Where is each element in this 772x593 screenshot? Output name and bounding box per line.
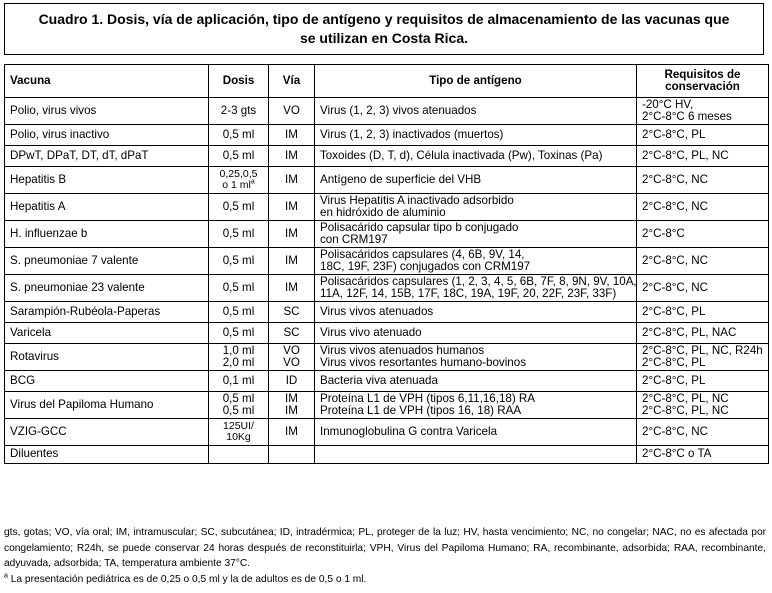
cell-text: H. influenzae b (10, 226, 88, 240)
cell-text: BCG (10, 373, 36, 387)
cell-requisitos (637, 167, 769, 194)
cell-requisitos (637, 302, 769, 323)
cell-antigeno (315, 275, 637, 302)
cell-text: Virus vivos atenuados (320, 304, 434, 318)
cell-text: SC (283, 325, 300, 339)
cell-text: 0,5 ml (222, 325, 255, 339)
cell-line (214, 375, 263, 388)
cell-line (320, 375, 631, 388)
cell-line (320, 327, 631, 340)
cell-antigeno (315, 194, 637, 221)
cell-antigeno (315, 419, 637, 446)
cell-text: 2°C-8°C, PL, NAC (642, 325, 737, 339)
cell-line (320, 234, 631, 247)
cell-via (269, 419, 315, 446)
cell-line (274, 150, 309, 163)
cell-dosis (209, 98, 269, 125)
cell-text: 0,5 ml (222, 304, 255, 318)
cell-line (320, 288, 631, 301)
cell-vacuna (5, 167, 209, 194)
table-row (5, 419, 769, 446)
cell-text: Polio, virus inactivo (10, 127, 110, 141)
cell-vacuna (5, 371, 209, 392)
cell-text: IM (285, 226, 298, 240)
cell-line (274, 105, 309, 118)
cell-text: 2°C-8°C, NC (642, 253, 708, 267)
cell-line (642, 405, 763, 418)
cell-dosis (209, 371, 269, 392)
cell-line (214, 357, 263, 370)
cell-dosis (209, 344, 269, 371)
cell-line (642, 327, 763, 340)
abbreviations-note: gts, gotas; VO, vía oral; IM, intramuscular; SC, subcutánea; ID, intradérmica; PL, proteger de la luz; HV, hasta vencimiento; NC, no congelar; NAC, no es afectada por congelamiento; R24h, se puede conservar 24 horas después de reconstituirla; VPH, Virus del Papiloma Humano; RA, recombinante, adsorbida; RAA, recombinante, adyuvada, adsorbida; TA, temperatura ambiente 37°C. (4, 527, 766, 569)
cell-line (642, 255, 763, 268)
footnotes (4, 525, 766, 587)
cell-text: Inmunoglobulina G contra Varicela (320, 424, 498, 438)
cell-line (642, 426, 763, 439)
cell-antigeno (315, 221, 637, 248)
cell-vacuna (5, 275, 209, 302)
cell-line (274, 306, 309, 319)
cell-line (642, 129, 763, 142)
table-row (5, 248, 769, 275)
footnote-text: La presentación pediátrica es de 0,25 o 0,5 ml y la de adultos es de 0,5 o 1 ml. (7, 573, 367, 585)
cell-text: 0,5 ml (222, 199, 255, 213)
cell-dosis (209, 323, 269, 344)
cell-text: 2°C-8°C, PL, NC (642, 404, 729, 417)
footnote-marker: a (4, 572, 8, 580)
cell-requisitos (637, 98, 769, 125)
cell-text: 125UI/ (223, 420, 254, 432)
header-requisitos-line: Requisitos de (664, 67, 741, 81)
cell-line (320, 261, 631, 274)
cell-line (320, 207, 631, 220)
cell-text: Polisacáridos capsulares (4, 6B, 9V, 14, (320, 247, 525, 261)
cell-text: 0,5 ml (222, 226, 255, 240)
cell-line (214, 432, 263, 443)
cell-text: 2-3 gts (220, 103, 257, 117)
cell-line (274, 255, 309, 268)
cell-text: 2°C-8°C, PL, NC (642, 391, 729, 405)
cell-vacuna (5, 446, 209, 464)
cell-text: 2°C-8°C, NC (642, 280, 708, 294)
table-row (5, 323, 769, 344)
cell-text: Virus Hepatitis A inactivado adsorbido (320, 193, 514, 207)
cell-via (269, 221, 315, 248)
cell-requisitos (637, 146, 769, 167)
cell-text: IM (285, 127, 298, 141)
cell-text: 10Kg (226, 431, 251, 443)
cell-text: 11A, 12F, 14, 15B, 17F, 18C, 19A, 19F, 20, 22F, 23F, 33F) (320, 287, 617, 300)
cell-line (274, 405, 309, 418)
cell-requisitos (637, 446, 769, 464)
cell-requisitos (637, 419, 769, 446)
cell-line (214, 150, 263, 163)
cell-via (269, 302, 315, 323)
table-row (5, 302, 769, 323)
cell-text: 18C, 19F, 23F) conjugados con CRM197 (320, 260, 531, 273)
cell-vacuna (5, 344, 209, 371)
cell-antigeno (315, 446, 637, 464)
cell-line (274, 327, 309, 340)
table-row (5, 275, 769, 302)
cell-dosis (209, 302, 269, 323)
cell-requisitos (637, 221, 769, 248)
cell-text: Varicela (10, 325, 52, 339)
cell-dosis (209, 194, 269, 221)
cell-via (269, 323, 315, 344)
table-header-row (5, 65, 769, 98)
cell-text: VO (283, 356, 300, 369)
cell-requisitos (637, 344, 769, 371)
cell-text: 0,5 ml (222, 391, 255, 405)
cell-text: 2°C-8°C, PL (642, 304, 706, 318)
cell-dosis (209, 392, 269, 419)
cell-line (274, 129, 309, 142)
cell-text: 2°C-8°C, PL (642, 373, 706, 387)
table-row (5, 221, 769, 248)
cell-vacuna (5, 125, 209, 146)
cell-text: Proteína L1 de VPH (tipos 6,11,16,18) RA (320, 391, 536, 405)
cell-dosis (209, 125, 269, 146)
cell-line (642, 111, 763, 124)
cell-text: IM (285, 148, 298, 162)
cell-requisitos (637, 371, 769, 392)
cell-dosis (209, 419, 269, 446)
cell-dosis (209, 446, 269, 464)
cell-line (274, 375, 309, 388)
header-via: Vía (269, 65, 315, 98)
cell-text: Hepatitis A (10, 199, 66, 213)
cell-line (214, 255, 263, 268)
cell-via (269, 125, 315, 146)
cell-text: Rotavirus (10, 349, 59, 363)
cell-text: IM (285, 172, 298, 186)
cell-text: 2,0 ml (222, 356, 255, 369)
cell-text: Antígeno de superficie del VHB (320, 172, 482, 186)
cell-text: 2°C-8°C o TA (642, 447, 712, 461)
cell-text: Virus (1, 2, 3) vivos atenuados (320, 103, 477, 117)
cell-vacuna (5, 194, 209, 221)
cell-vacuna (5, 302, 209, 323)
cell-dosis (209, 146, 269, 167)
header-antigeno: Tipo de antígeno (315, 65, 637, 98)
cell-vacuna (5, 248, 209, 275)
cell-text: IM (285, 391, 298, 405)
cell-text: 0,5 ml (222, 404, 255, 417)
cell-text: en hidróxido de aluminio (320, 206, 446, 219)
cell-dosis (209, 167, 269, 194)
cell-line (320, 129, 631, 142)
cell-requisitos (637, 125, 769, 146)
cell-requisitos (637, 194, 769, 221)
table-row (5, 446, 769, 464)
cell-text: VO (283, 343, 300, 357)
cell-text: Virus vivos atenuados humanos (320, 343, 485, 357)
cell-requisitos (637, 248, 769, 275)
cell-text: 2°C-8°C, PL (642, 356, 706, 369)
cell-text: ID (285, 373, 298, 387)
cell-vacuna (5, 419, 209, 446)
table-title-text: Cuadro 1. Dosis, vía de aplicación, tipo de antígeno y requisitos de almacenamiento de las vacunas que se utilizan en Costa Rica. (38, 11, 730, 46)
cell-antigeno (315, 125, 637, 146)
table-row (5, 98, 769, 125)
cell-text: 0,1 ml (222, 373, 255, 387)
table-row (5, 371, 769, 392)
cell-text: Diluentes (10, 447, 59, 461)
cell-text: IM (285, 253, 298, 267)
cell-text: 1,0 ml (222, 343, 255, 357)
table-row (5, 167, 769, 194)
cell-text: o 1 ml (222, 179, 251, 191)
cell-line (320, 357, 631, 370)
cell-line (642, 174, 763, 187)
cell-requisitos (637, 275, 769, 302)
cell-via (269, 392, 315, 419)
cell-text: SC (283, 304, 300, 318)
cell-requisitos (637, 323, 769, 344)
table-body (5, 98, 769, 464)
cell-antigeno (315, 98, 637, 125)
cell-text: IM (285, 199, 298, 213)
cell-text: S. pneumoniae 23 valente (10, 280, 145, 294)
cell-vacuna (5, 221, 209, 248)
table-title (4, 3, 764, 55)
header-vacuna: Vacuna (5, 65, 209, 98)
cell-antigeno (315, 248, 637, 275)
cell-line (274, 357, 309, 370)
cell-line (642, 448, 763, 461)
cell-text: 0,5 ml (222, 148, 255, 162)
cell-line (274, 426, 309, 439)
cell-text: 0,25,0,5 (219, 168, 258, 180)
cell-line (642, 282, 763, 295)
cell-vacuna (5, 392, 209, 419)
cell-text: VO (283, 103, 300, 117)
cell-text: 2°C-8°C, NC (642, 199, 708, 213)
cell-via (269, 344, 315, 371)
cell-line (214, 405, 263, 418)
cell-line (320, 306, 631, 319)
cell-line (214, 282, 263, 295)
cell-text: 0,5 ml (222, 280, 255, 294)
cell-line (642, 228, 763, 241)
cell-text: Virus (1, 2, 3) inactivados (muertos) (320, 127, 504, 141)
cell-text: 2°C-8°C, NC (642, 424, 708, 438)
cell-text: Virus vivo atenuado (320, 325, 422, 339)
table-row (5, 194, 769, 221)
cell-antigeno (315, 146, 637, 167)
cell-text: 2°C-8°C, PL, NC, R24h (642, 343, 763, 357)
cell-via (269, 194, 315, 221)
cell-via (269, 146, 315, 167)
cell-via (269, 167, 315, 194)
cell-text: IM (285, 404, 298, 417)
vaccine-table (4, 64, 769, 464)
cell-line (320, 426, 631, 439)
table-row (5, 344, 769, 371)
cell-text: DPwT, DPaT, DT, dT, dPaT (10, 148, 149, 162)
table-row (5, 392, 769, 419)
cell-line (274, 174, 309, 187)
cell-via (269, 371, 315, 392)
cell-vacuna (5, 323, 209, 344)
cell-text: Hepatitis B (10, 172, 67, 186)
cell-via (269, 275, 315, 302)
cell-text: 0,5 ml (222, 127, 255, 141)
header-requisitos-line: conservación (665, 80, 740, 93)
footnote-a (4, 572, 766, 588)
cell-dosis (209, 275, 269, 302)
cell-line (320, 150, 631, 163)
cell-line (320, 105, 631, 118)
cell-text: IM (285, 424, 298, 438)
table-row (5, 125, 769, 146)
cell-text: Sarampión-Rubéola-Paperas (10, 304, 161, 318)
cell-text: Polisacáridos capsulares (1, 2, 3, 4, 5, 6B, 7F, 8, 9N, 9V, 10A, (320, 274, 637, 288)
cell-line (274, 282, 309, 295)
cell-text: 2°C-8°C, PL (642, 127, 706, 141)
cell-text: -20°C HV, (642, 97, 694, 111)
cell-text: VZIG-GCC (10, 424, 67, 438)
cell-text: 2°C-8°C 6 meses (642, 110, 732, 123)
cell-line (642, 375, 763, 388)
cell-line (214, 129, 263, 142)
cell-dosis (209, 221, 269, 248)
cell-line (214, 228, 263, 241)
cell-line (214, 306, 263, 319)
cell-via (269, 98, 315, 125)
cell-antigeno (315, 323, 637, 344)
cell-text: Toxoides (D, T, d), Célula inactivada (Pw), Toxinas (Pa) (320, 148, 603, 162)
cell-text: Bacteria viva atenuada (320, 373, 438, 387)
cell-line (214, 327, 263, 340)
cell-antigeno (315, 302, 637, 323)
cell-text: Polio, virus vivos (10, 103, 97, 117)
dose-footnote-marker: a (250, 178, 255, 186)
cell-line (274, 201, 309, 214)
cell-text: Virus del Papiloma Humano (10, 397, 154, 411)
cell-line (214, 201, 263, 214)
cell-text: 0,5 ml (222, 253, 255, 267)
cell-antigeno (315, 371, 637, 392)
cell-text: Virus vivos resortantes humano-bovinos (320, 356, 526, 369)
cell-line (642, 201, 763, 214)
cell-vacuna (5, 146, 209, 167)
cell-line (642, 306, 763, 319)
cell-line (214, 180, 263, 191)
cell-via (269, 248, 315, 275)
cell-line (274, 228, 309, 241)
cell-line (642, 150, 763, 163)
cell-text: IM (285, 280, 298, 294)
header-dosis: Dosis (209, 65, 269, 98)
cell-text: con CRM197 (320, 233, 388, 246)
cell-antigeno (315, 167, 637, 194)
header-requisitos (637, 65, 769, 98)
cell-text: S. pneumoniae 7 valente (10, 253, 139, 267)
cell-text: 2°C-8°C (642, 226, 685, 240)
table-row (5, 146, 769, 167)
cell-line (214, 105, 263, 118)
cell-text: 2°C-8°C, NC (642, 172, 708, 186)
cell-requisitos (637, 392, 769, 419)
cell-antigeno (315, 392, 637, 419)
cell-antigeno (315, 344, 637, 371)
cell-dosis (209, 248, 269, 275)
cell-text: Proteína L1 de VPH (tipos 16, 18) RAA (320, 404, 522, 417)
cell-text: Polisacárido capsular tipo b conjugado (320, 220, 519, 234)
cell-vacuna (5, 98, 209, 125)
cell-line (320, 174, 631, 187)
cell-line (320, 405, 631, 418)
cell-line (642, 357, 763, 370)
cell-via (269, 446, 315, 464)
cell-text: 2°C-8°C, PL, NC (642, 148, 729, 162)
